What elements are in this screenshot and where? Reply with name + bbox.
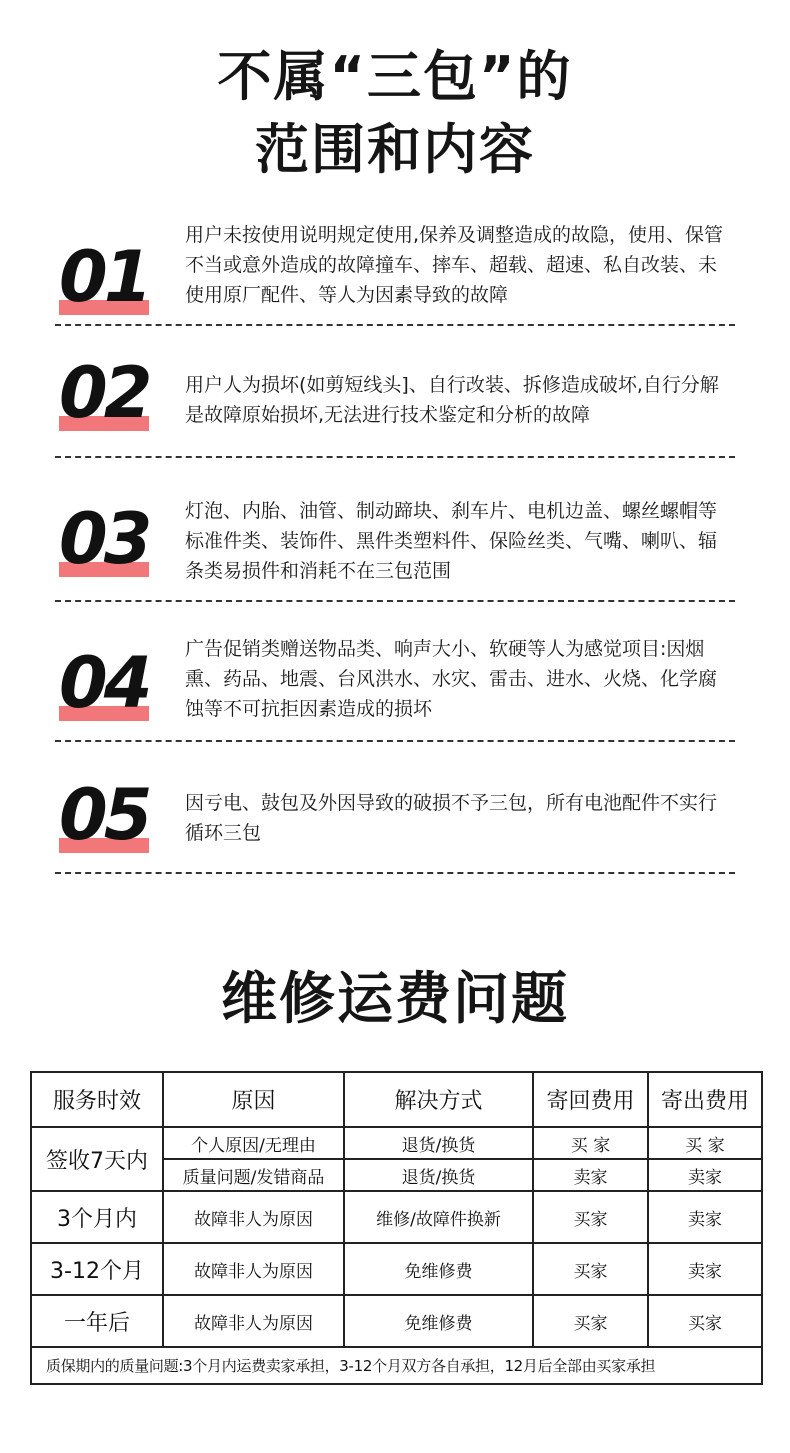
reason-cell: 故障非人为原因 xyxy=(163,1295,344,1347)
return-fee-cell: 买家 xyxy=(533,1191,648,1243)
reason-cell: 故障非人为原因 xyxy=(163,1243,344,1295)
period-cell: 3个月内 xyxy=(31,1191,163,1243)
solution-cell: 免维修费 xyxy=(344,1243,533,1295)
item-number-badge xyxy=(55,640,165,730)
section2-title: 维修运费问题 xyxy=(221,967,569,1032)
header-reason: 原因 xyxy=(163,1072,344,1127)
exclusion-item xyxy=(55,324,735,458)
item-description: 用户未按使用说明规定使用,保养及调整造成的故隐，使用、保管不当或意外造成的故障撞车、摔车、超载、超速、私自改装、未使用原厂配件、等人为因素导致的故障 xyxy=(185,224,724,306)
item-number: 05 xyxy=(59,774,149,856)
table-note-row xyxy=(31,1347,762,1384)
item-number: 04 xyxy=(59,642,149,724)
reason-cell: 故障非人为原因 xyxy=(163,1191,344,1243)
table-row xyxy=(31,1295,762,1347)
reason-cell: 质量问题/发错商品 xyxy=(163,1159,344,1191)
item-description: 因亏电、鼓包及外因导致的破损不予三包，所有电池配件不实行循环三包 xyxy=(185,792,718,844)
return-fee-cell: 买 家 xyxy=(533,1127,648,1159)
item-number-badge xyxy=(55,776,165,866)
return-fee-cell: 买家 xyxy=(533,1243,648,1295)
solution-cell: 免维修费 xyxy=(344,1295,533,1347)
item-number-badge xyxy=(55,354,165,444)
exclusion-item xyxy=(55,600,735,742)
header-send-fee: 寄出费用 xyxy=(648,1072,762,1127)
item-description: 用户人为损坏(如剪短线头]、自行改装、拆修造成破坏,自行分解是故障原始损坏,无法进行技术鉴定和分析的故障 xyxy=(185,374,719,426)
exclusion-item xyxy=(55,456,735,602)
header-return-fee: 寄回费用 xyxy=(533,1072,648,1127)
item-number-badge xyxy=(55,496,165,586)
solution-cell: 退货/换货 xyxy=(344,1127,533,1159)
send-fee-cell: 买家 xyxy=(648,1295,762,1347)
send-fee-cell: 卖家 xyxy=(648,1159,762,1191)
reason-cell: 个人原因/无理由 xyxy=(163,1127,344,1159)
table-row xyxy=(31,1127,762,1159)
solution-cell: 退货/换货 xyxy=(344,1159,533,1191)
return-fee-cell: 卖家 xyxy=(533,1159,648,1191)
shipping-fee-table xyxy=(30,1071,763,1385)
solution-cell: 维修/故障件换新 xyxy=(344,1191,533,1243)
table-row xyxy=(31,1191,762,1243)
item-description: 广告促销类赠送物品类、响声大小、软硬等人为感觉项目:因烟熏、药品、地震、台风洪水、水灾、雷击、进水、火烧、化学腐蚀等不可抗拒因素造成的损坏 xyxy=(185,638,718,720)
exclusion-item xyxy=(55,740,735,874)
section1-title-line2: 范围和内容 xyxy=(255,118,535,181)
item-description: 灯泡、内胎、油管、制动蹄块、刹车片、电机边盖、螺丝螺帽等标准件类、装饰件、黑件类塑料件、保险丝类、气嘴、喇叭、辐条类易损件和消耗不在三包范围 xyxy=(185,500,718,582)
return-fee-cell: 买家 xyxy=(533,1295,648,1347)
period-cell: 3-12个月 xyxy=(31,1243,163,1295)
item-number: 03 xyxy=(59,498,149,580)
table-row xyxy=(31,1243,762,1295)
period-cell: 签收7天内 xyxy=(31,1127,163,1191)
section1-title-line1: 不属“三包”的 xyxy=(217,45,573,108)
send-fee-cell: 买 家 xyxy=(648,1127,762,1159)
item-number-badge xyxy=(55,226,165,316)
header-service-period: 服务时效 xyxy=(31,1072,163,1127)
table-note: 质保期内的质量问题:3个月内运费卖家承担，3-12个月双方各自承担，12月后全部由买家承担 xyxy=(31,1347,762,1384)
send-fee-cell: 卖家 xyxy=(648,1243,762,1295)
item-number: 01 xyxy=(59,236,149,318)
send-fee-cell: 卖家 xyxy=(648,1191,762,1243)
item-number: 02 xyxy=(59,352,149,434)
period-cell: 一年后 xyxy=(31,1295,163,1347)
header-solution: 解决方式 xyxy=(344,1072,533,1127)
table-header-row xyxy=(31,1072,762,1127)
exclusion-item xyxy=(55,212,735,326)
